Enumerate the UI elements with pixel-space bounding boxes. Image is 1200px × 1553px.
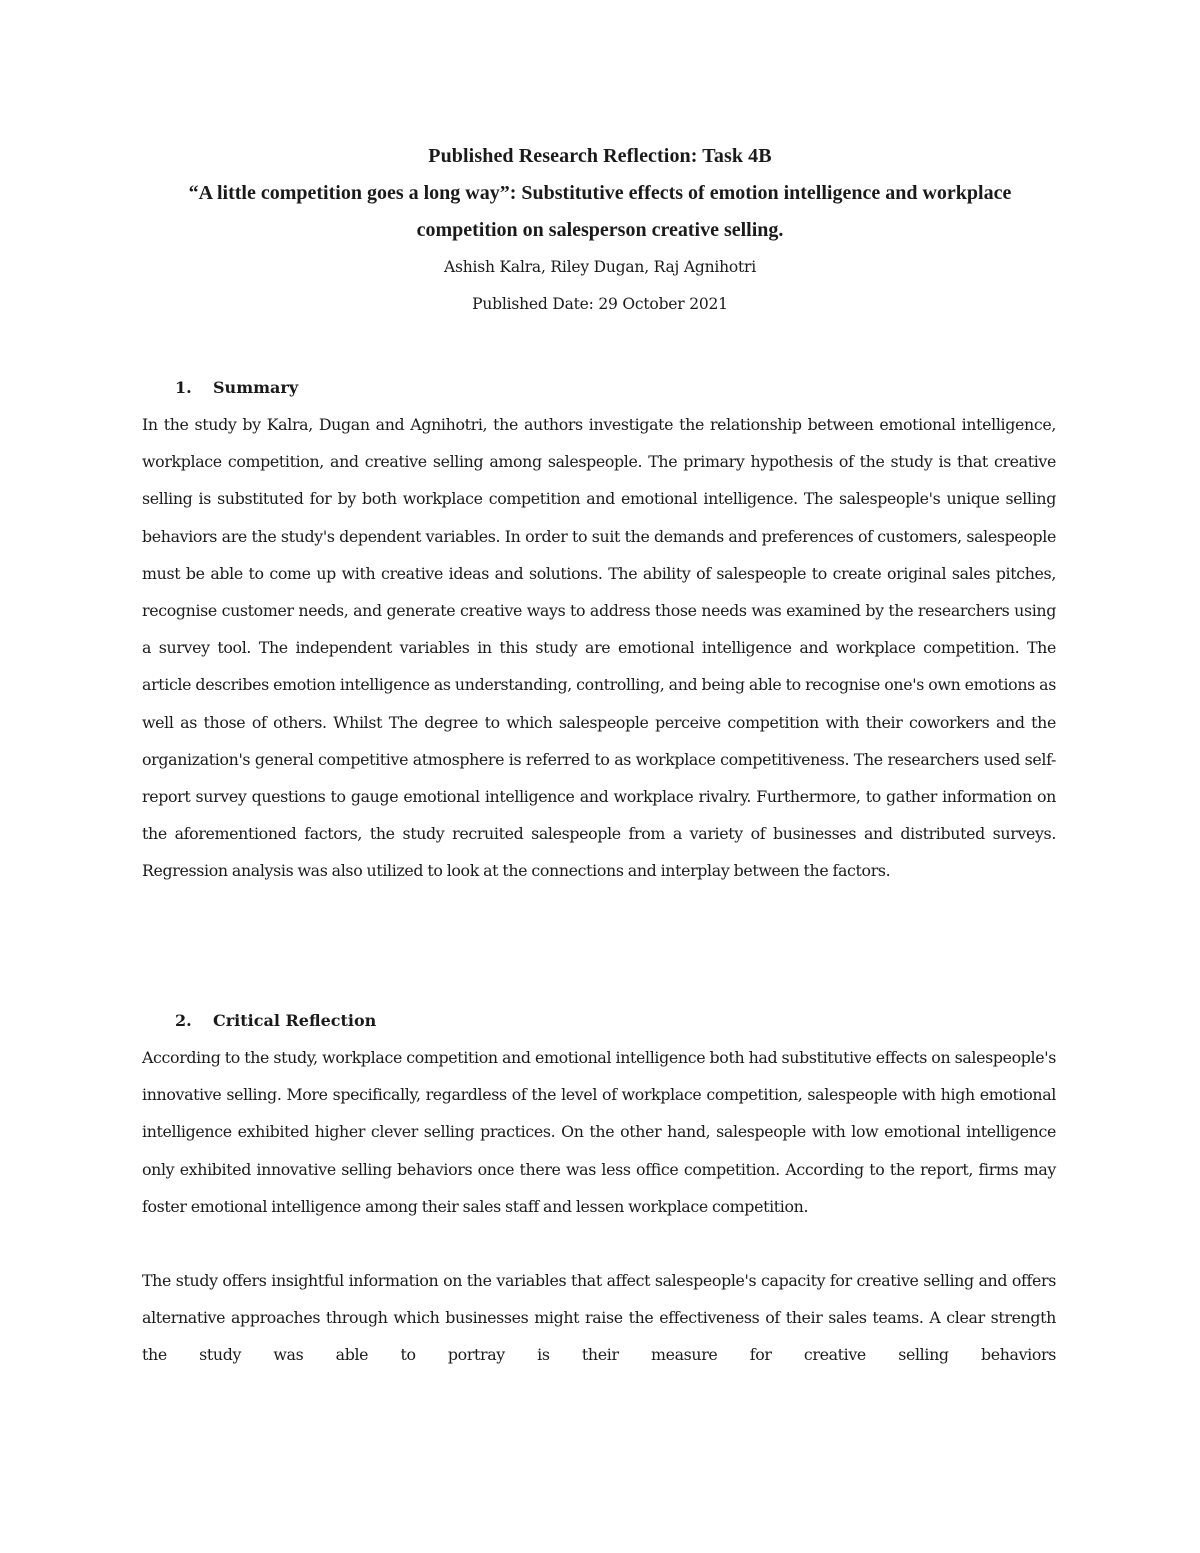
document-header [140, 138, 1060, 323]
reflection-paragraph-1: According to the study, workplace competition and emotional intelligence both had substitutive effects on salespeople's innovative selling. More specifically, regardless of the level of workplace competition, salespeople with high emotional intelligence exhibited higher clever selling practices. On the other hand, salespeople with low emotional intelligence only exhibited innovative selling behaviors once there was less office competition. According to the report, firms may foster emotional intelligence among their sales staff and lessen workplace competition. [142, 1048, 1056, 1216]
section-critical-reflection [142, 1002, 1056, 1374]
document-title: Published Research Reflection: Task 4B [428, 145, 772, 167]
document-subtitle: “A little competition goes a long way”: Substitutive effects of emotion intelligence and workplace competition on salesperson creative selling. [188, 182, 1012, 241]
section-title: Critical Reflection [213, 1011, 377, 1030]
document-authors: Ashish Kalra, Riley Dugan, Raj Agnihotri [443, 258, 757, 276]
summary-paragraph: In the study by Kalra, Dugan and Agnihotri, the authors investigate the relationship between emotional intelligence, workplace competition, and creative selling among salespeople. The primary hypothesis of the study is that creative selling is substituted for by both workplace competition and emotional intelligence. The salespeople's unique selling behaviors are the study's dependent variables. In order to suit the demands and preferences of customers, salespeople must be able to come up with creative ideas and solutions. The ability of salespeople to create original sales pitches, recognise customer needs, and generate creative ways to address those needs was examined by the researchers using a survey tool. The independent variables in this study are emotional intelligence and workplace competition. The article describes emotion intelligence as understanding, controlling, and being able to recognise one's own emotions as well as those of others. Whilst The degree to which salespeople perceive competition with their coworkers and the organization's general competitive atmosphere is referred to as workplace competitiveness. The researchers used self-report survey questions to gauge emotional intelligence and workplace rivalry. Furthermore, to gather information on the aforementioned factors, the study recruited salespeople from a variety of businesses and distributed surveys. Regression analysis was also utilized to look at the connections and interplay between the factors. [142, 415, 1056, 881]
section-heading [142, 369, 1056, 406]
published-date: Published Date: 29 October 2021 [472, 295, 728, 313]
section-heading [142, 1002, 1056, 1039]
section-summary [142, 369, 1056, 890]
reflection-paragraph-2: The study offers insightful information on the variables that affect salespeople's capacity for creative selling and offers alternative approaches through which businesses might raise the effectiveness of their sales teams. A clear strength the study was able to portray is their measure for creative selling behaviors [142, 1271, 1056, 1365]
section-number: 1. [175, 378, 192, 397]
section-number: 2. [175, 1011, 192, 1030]
section-title: Summary [213, 378, 299, 397]
